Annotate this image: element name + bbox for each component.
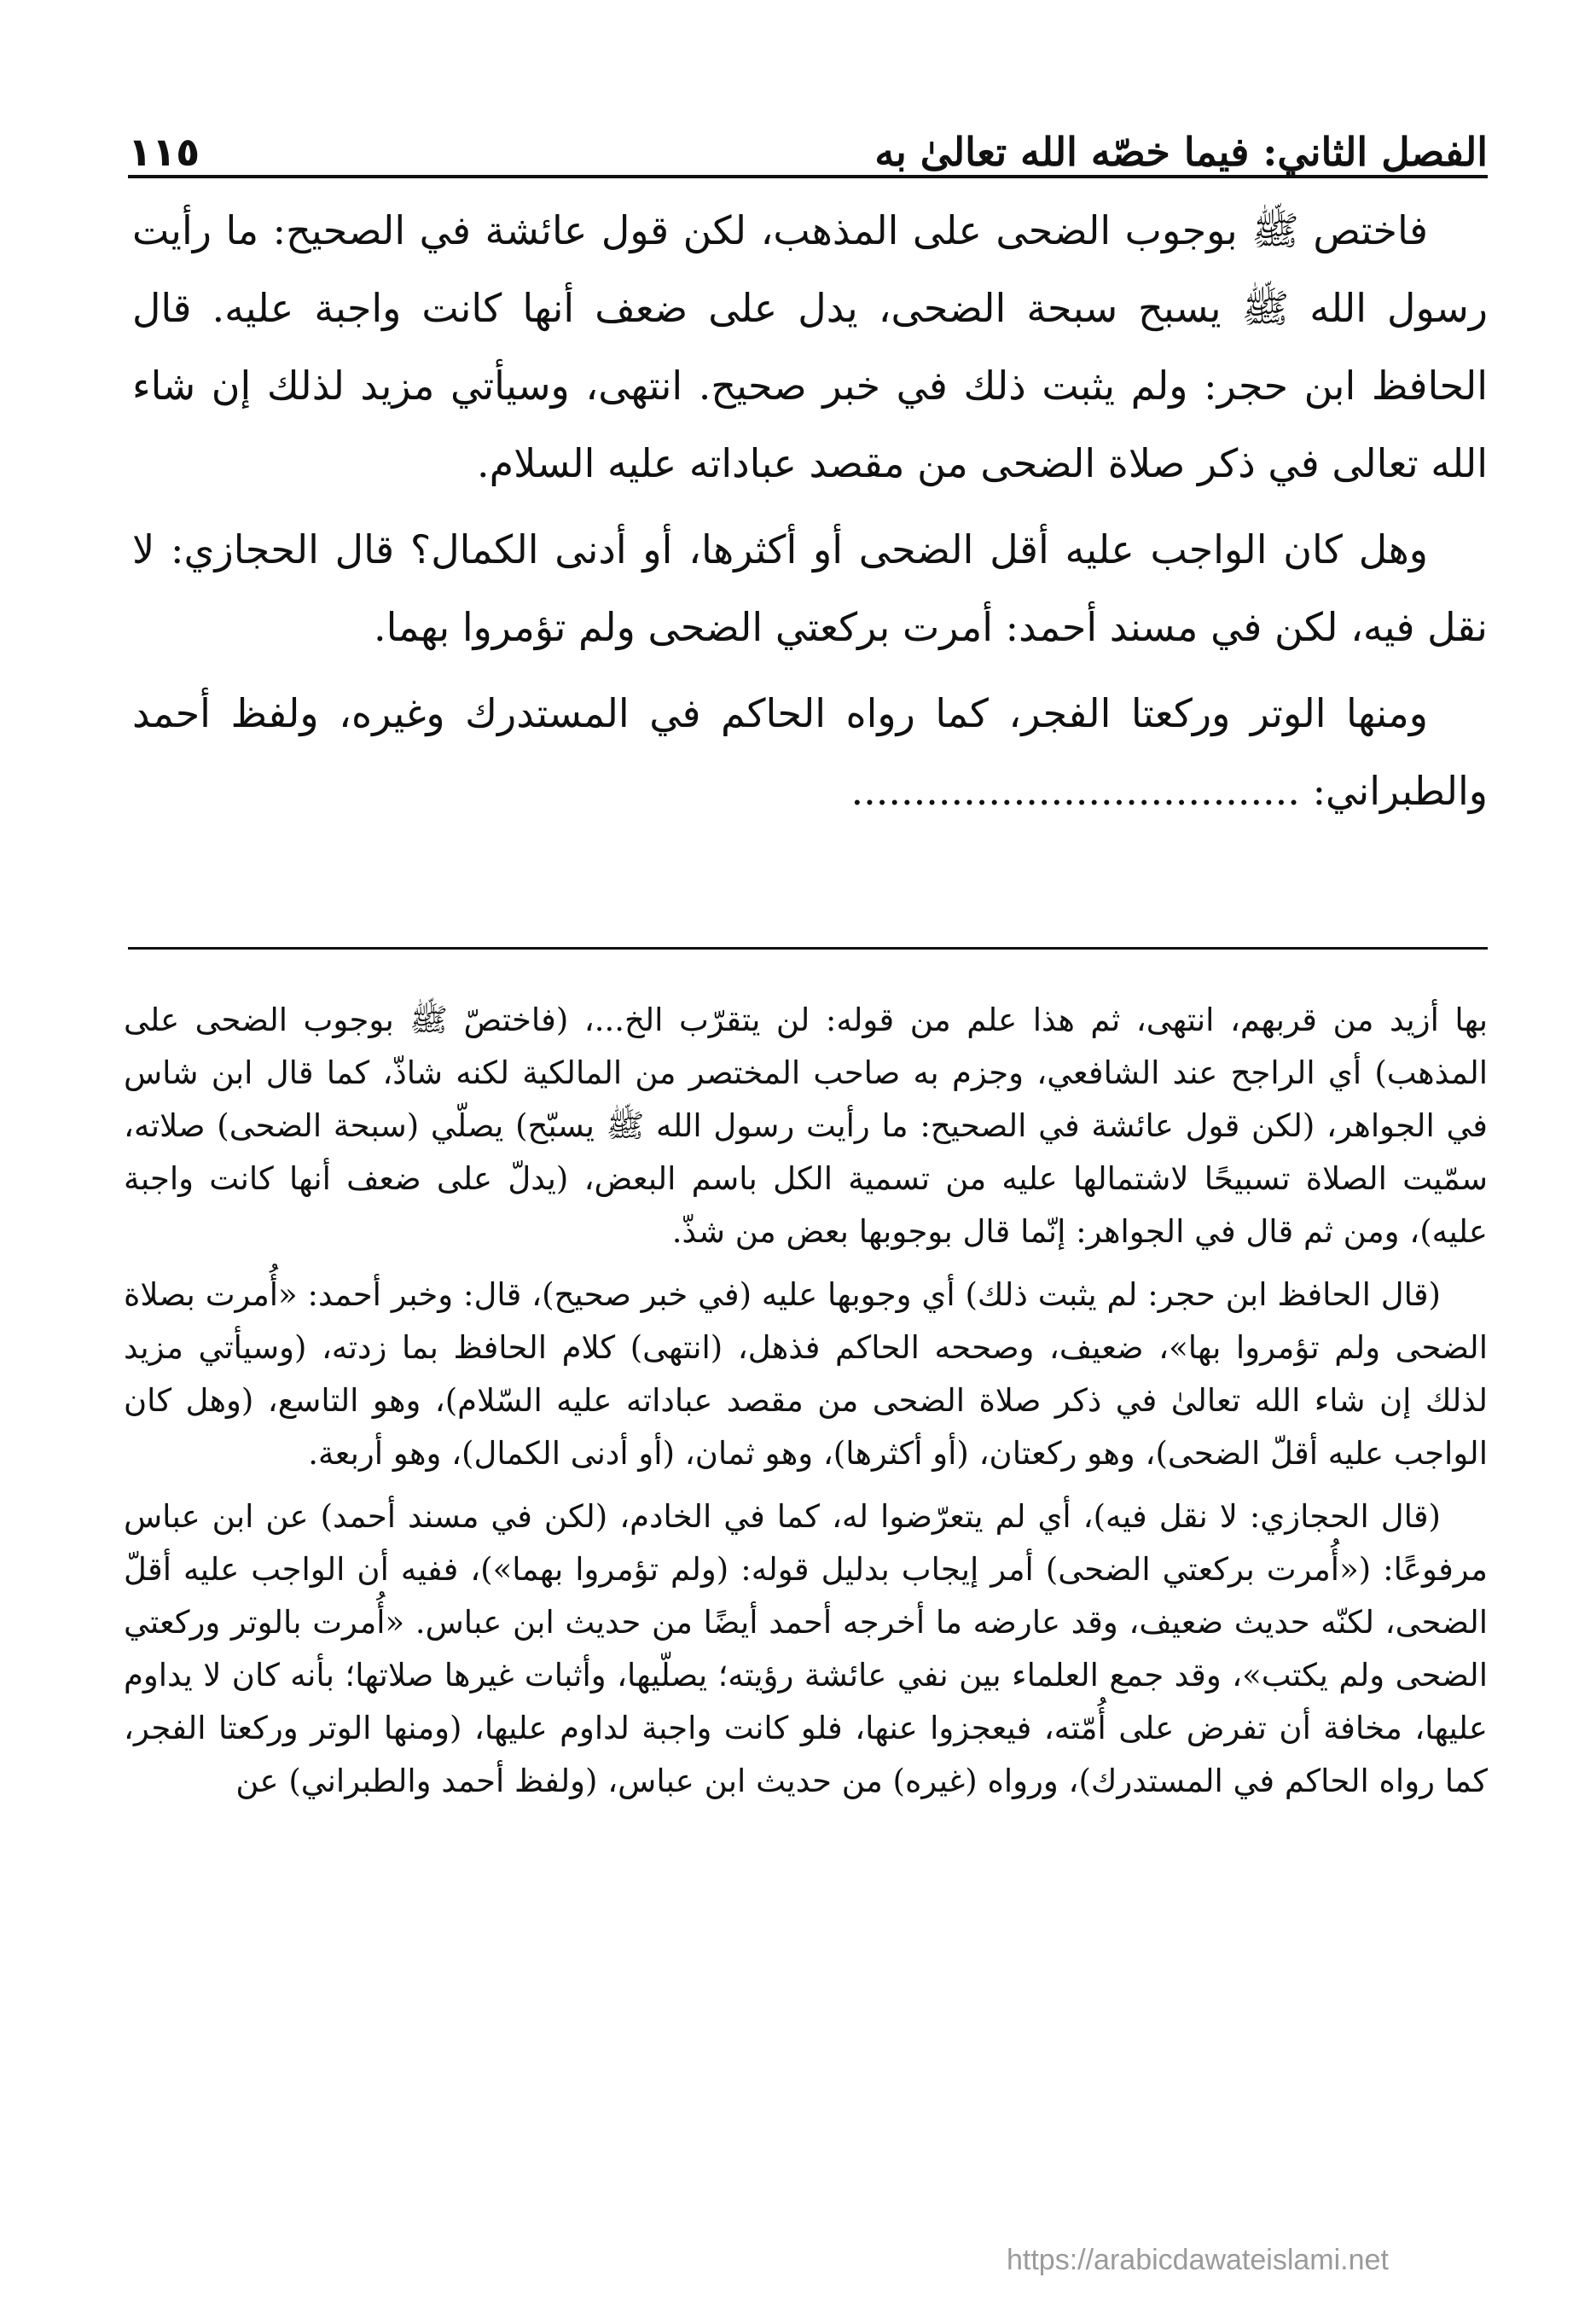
commentary-paragraph-2: (قال الحافظ ابن حجر: لم يثبت ذلك) أي وجوبها عليه (في خبر صحيح)، قال: وخبر أحمد: «أُمرت بصلاة الضحى ولم تؤمروا بها»، ضعيف، وصححه الحاكم فذهل، (انتهى) كلام الحافظ بما زدته، (وسيأتي مزيد لذلك إن شاء الله تعالىٰ في ذكر صلاة الضحى من مقصد عباداته عليه السّلام)، وهو التاسع، (وهل كان الواجب عليه أقلّ الضحى)، وهو ركعتان، (أو أكثرها)، وهو ثمان، (أو أدنى الكمال)، وهو أربعة.: [124, 1276, 1488, 1472]
main-paragraph-1: فاختص ﷺ بوجوب الضحى على المذهب، لكن قول عائشة في الصحيح: ما رأيت رسول الله ﷺ يسبح سبحة الضحى، يدل على ضعف أنها كانت واجبة عليه. قال الحافظ ابن حجر: ولم يثبت ذلك في خبر صحيح. انتهى، وسيأتي مزيد لذلك إن شاء الله تعالى في ذكر صلاة الضحى من مقصد عباداته عليه السلام.: [132, 207, 1488, 486]
page-number: ١١٥: [128, 129, 200, 175]
main-paragraph-3: [132, 675, 1488, 830]
commentary-paragraph-3: (قال الحجازي: لا نقل فيه)، أي لم يتعرّضوا له، كما في الخادم، (لكن في مسند أحمد) عن ابن عباس مرفوعًا: («أُمرت بركعتي الضحى) أمر إيجاب بدليل قوله: (ولم تؤمروا بهما»)، ففيه أن الواجب عليه أقلّ الضحى، لكنّه حديث ضعيف، وقد عارضه ما أخرجه أحمد أيضًا من حديث ابن عباس. «أُمرت بالوتر وركعتي الضحى ولم يكتب»، وقد جمع العلماء بين نفي عائشة رؤيته؛ يصلّيها، وأثبات غيرها صلاتها؛ بأنه كان لا يداوم عليها، مخافة أن تفرض على أُمّته، فيعجزوا عنها، فلو كانت واجبة لداوم عليها، (ومنها الوتر وركعتا الفجر، كما رواه الحاكم في المستدرك)، ورواه (غيره) من حديث ابن عباس، (ولفظ أحمد والطبراني) عن: [124, 1498, 1488, 1799]
footnote-divider: [128, 947, 1488, 950]
header-divider: [128, 175, 1488, 178]
page-header: [128, 81, 1488, 175]
watermark-url: https://arabicdawateislami.net: [1007, 2244, 1389, 2276]
chapter-title: الفصل الثاني: فيما خصّه الله تعالىٰ به: [874, 129, 1488, 175]
main-text: [132, 192, 1488, 839]
ellipsis-dots: ....................................: [850, 768, 1300, 814]
main-paragraph-3-text: ومنها الوتر وركعتا الفجر، كما رواه الحاكم في المستدرك وغيره، ولفظ أحمد والطبراني:: [132, 690, 1488, 814]
main-paragraph-2: وهل كان الواجب عليه أقل الضحى أو أكثرها، أو أدنى الكمال؟ قال الحجازي: لا نقل فيه، لكن في مسند أحمد: أمرت بركعتي الضحى ولم تؤمروا بهما.: [132, 526, 1488, 650]
commentary-paragraph-1: بها أزيد من قربهم، انتهى، ثم هذا علم من قوله: لن يتقرّب الخ...، (فاختصّ ﷺ بوجوب الضحى على المذهب) أي الراجح عند الشافعي، وجزم به صاحب المختصر من المالكية لكنه شاذّ، كما قال ابن شاس في الجواهر، (لكن قول عائشة في الصحيح: ما رأيت رسول الله ﷺ يسبّح) يصلّي (سبحة الضحى) صلاته، سمّيت الصلاة تسبيحًا لاشتمالها عليه من تسمية الكل باسم البعض، (يدلّ على ضعف أنها كانت واجبة عليه)، ومن ثم قال في الجواهر: إنّما قال بوجوبها بعض من شذّ.: [124, 1002, 1488, 1250]
commentary-text: [124, 994, 1488, 1818]
